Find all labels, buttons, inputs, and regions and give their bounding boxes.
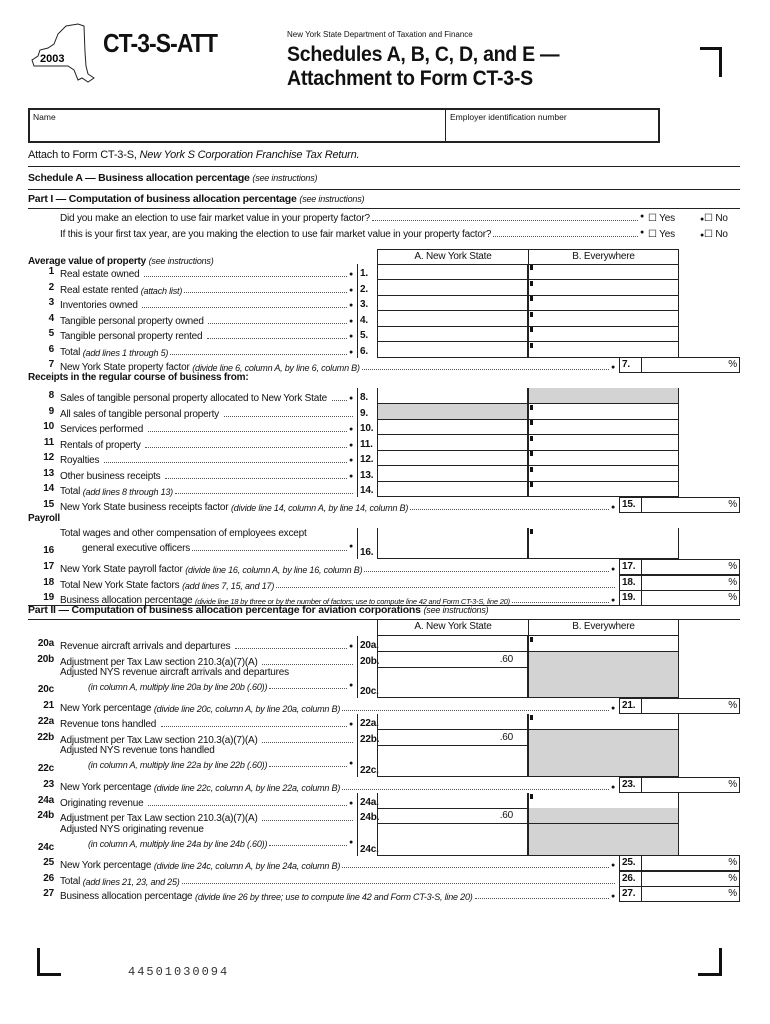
percent-sign: % — [728, 499, 737, 510]
line-label: Total — [60, 486, 81, 497]
column-b-field[interactable] — [528, 466, 679, 482]
corner-mark — [700, 47, 722, 77]
column-a-field[interactable] — [377, 419, 528, 435]
line-25: 25 New York percentage (divide line 24c, column A, by line 24a, column B) ● 25. % — [28, 855, 740, 871]
line-number: 6 — [48, 344, 54, 355]
line-label: New York State business receipts factor — [60, 502, 229, 513]
line-label: New York State property factor — [60, 362, 190, 373]
column-b-field[interactable] — [528, 295, 679, 311]
column-a-field[interactable] — [377, 311, 528, 327]
line-box-label: 20c. — [357, 667, 378, 698]
column-b-field[interactable] — [528, 435, 679, 451]
line-number: 20a — [37, 638, 54, 649]
line-box-label: 17. — [619, 559, 642, 575]
percent-sign: % — [728, 700, 737, 711]
line-number: 22c — [37, 763, 54, 774]
line-box-label: 10. — [357, 419, 378, 435]
percentage-field[interactable] — [642, 777, 740, 793]
line-note: (divide line 22c, column A, by line 22a, column B) — [153, 783, 341, 793]
entry-marker-icon — [530, 296, 533, 301]
line-label: Adjusted NYS revenue tons handled — [60, 745, 215, 756]
column-b-field[interactable] — [528, 311, 679, 327]
line-22c: 22c Adjusted NYS revenue tons handled (in column A, multiply line 22a by line 22b (.60)) ● 22c. — [28, 745, 740, 777]
column-a-field[interactable] — [377, 388, 528, 404]
first-year-election-yes[interactable]: ☐ Yes — [648, 229, 675, 240]
line-17: 17 New York State payroll factor (divide line 16, column A, by line 16, column B) ● 17. % — [28, 559, 740, 575]
line-26 — [28, 871, 740, 887]
department-name: New York State Department of Taxation and Finance — [287, 30, 473, 39]
preset-value: .60 — [499, 654, 513, 665]
line-note: (divide line 20c, column A, by line 20a, column B) — [153, 704, 341, 714]
column-a-field[interactable] — [377, 824, 528, 856]
line-12: 12 Royalties ● 12. — [28, 450, 740, 466]
line-18 — [28, 575, 740, 591]
entry-marker-icon — [530, 715, 533, 720]
column-a-field[interactable] — [377, 435, 528, 451]
line-label: Adjusted NYS revenue aircraft arrivals and departures — [60, 667, 289, 678]
entry-marker-icon — [530, 265, 533, 270]
line-label: New York percentage — [60, 703, 152, 714]
line-box-label: 22a. — [357, 714, 378, 730]
column-b-field[interactable] — [528, 528, 679, 559]
line-box-label: 3. — [357, 295, 378, 311]
line-20a: 20a Revenue aircraft arrivals and departures ● 20a. — [28, 636, 740, 652]
line-number: 22b — [37, 732, 54, 743]
column-a-field[interactable] — [377, 295, 528, 311]
line-24a: 24a Originating revenue ● 24a. — [28, 793, 740, 809]
line-number: 23 — [43, 779, 54, 790]
line-box-label: 20b. — [357, 652, 378, 668]
line-2: 2 Real estate rented (attach list) ● 2. — [28, 280, 740, 296]
line-box-label: 1. — [357, 264, 378, 280]
column-a-field — [377, 652, 528, 668]
column-a-field — [377, 404, 528, 420]
column-b-field[interactable] — [528, 342, 679, 358]
fmv-election-question: Did you make an election to use fair market value in your property factor? ● — [60, 213, 644, 224]
line-label: Real estate rented — [60, 285, 139, 296]
column-b-field[interactable] — [528, 326, 679, 342]
form-title-line2: Attachment to Form CT-3-S — [287, 67, 533, 90]
percentage-field[interactable] — [642, 871, 740, 887]
line-note: (divide line 16, column A, by line 16, column B) — [185, 565, 363, 575]
line-7: 7 New York State property factor (divide line 6, column A, by line 6, column B) ● 7. % — [28, 357, 740, 373]
section-heading-text: Average value of property — [28, 256, 147, 267]
line-box-label: 23. — [619, 777, 642, 793]
column-b-field[interactable] — [528, 419, 679, 435]
column-a-header: A. New York State — [377, 249, 529, 265]
line-number: 26 — [43, 873, 54, 884]
line-19: 19 Business allocation percentage (divide line 18 by three or by the number of factors; use to compute line 42 and Form CT-3-S, line 20) ● 19. % — [28, 590, 740, 606]
entry-marker-icon — [530, 529, 533, 534]
part2-title: Part II — Computation of business allocation percentage for aviation corporations (see instructions) — [28, 604, 489, 616]
line-label: Sales of tangible personal property allocated to New York State — [60, 393, 328, 404]
entry-marker-icon — [530, 794, 533, 799]
column-a-field[interactable] — [377, 528, 528, 559]
line-16: 16 Total wages and other compensation of employees except general executive officers ● 16. — [28, 528, 740, 559]
entry-marker-icon — [530, 637, 533, 642]
line-label: Adjusted NYS originating revenue — [60, 824, 204, 835]
form-id: CT-3-S-ATT — [103, 28, 218, 58]
line-box-label: 14. — [357, 481, 378, 497]
first-year-election-question: If this is your first tax year, are you making the election to use fair market value in your property factor? ● — [60, 229, 644, 240]
line-box-label: 4. — [357, 311, 378, 327]
line-label: New York percentage — [60, 860, 152, 871]
line-8: 8 Sales of tangible personal property allocated to New York State ● 8. — [28, 388, 740, 404]
line-number: 18 — [43, 577, 54, 588]
line-number: 9 — [48, 406, 54, 417]
percent-sign: % — [728, 857, 737, 868]
fmv-election-no[interactable]: ●☐ No — [700, 213, 728, 224]
percentage-field[interactable] — [642, 575, 740, 591]
line-5: 5 Tangible personal property rented ● 5. — [28, 326, 740, 342]
line-note: (divide line 14, column A, by line 14, column B) — [231, 503, 409, 513]
line-box-label: 11. — [357, 435, 378, 451]
column-a-field[interactable] — [377, 636, 528, 652]
form-title-line1: Schedules A, B, C, D, and E — — [287, 43, 560, 66]
line-note: (add lines 1 through 5) — [82, 348, 169, 358]
part1-title: Part I — Computation of business allocation percentage (see instructions) — [28, 193, 365, 205]
line-label: All sales of tangible personal property — [60, 409, 219, 420]
line-number: 16 — [43, 545, 54, 556]
percent-sign: % — [728, 561, 737, 572]
line-label: Business allocation percentage — [60, 595, 193, 606]
line-number: 4 — [48, 313, 54, 324]
percent-sign: % — [728, 779, 737, 790]
line-number: 2 — [48, 282, 54, 293]
percent-sign: % — [728, 888, 737, 899]
line-3: 3 Inventories owned ● 3. — [28, 295, 740, 311]
line-number: 5 — [48, 328, 54, 339]
column-b-field[interactable] — [528, 280, 679, 296]
line-label: Revenue tons handled — [60, 719, 157, 730]
column-a-field[interactable] — [377, 466, 528, 482]
line-label: Adjustment per Tax Law section 210.3(a)(7)(A) — [60, 735, 258, 746]
line-label: New York State payroll factor — [60, 564, 183, 575]
line-6: 6 Total (add lines 1 through 5) ● 6. — [28, 342, 740, 358]
column-b-field[interactable] — [528, 264, 679, 280]
line-20b — [28, 652, 740, 668]
column-a-field[interactable] — [377, 264, 528, 280]
line-23: 23 New York percentage (divide line 22c, column A, by line 22a, column B) ● 23. % — [28, 777, 740, 793]
percent-sign: % — [728, 873, 737, 884]
line-box-label: 9. — [357, 404, 378, 420]
line-box-label: 24a. — [357, 793, 378, 809]
line-number: 15 — [43, 499, 54, 510]
line-label: Tangible personal property owned — [60, 316, 204, 327]
percent-sign: % — [728, 359, 737, 370]
column-a-field[interactable] — [377, 793, 528, 809]
line-20c: 20c Adjusted NYS revenue aircraft arrivals and departures (in column A, multiply line 20a by line 20b (.60)) ● 20c. — [28, 667, 740, 698]
percent-sign: % — [728, 577, 737, 588]
line-number: 10 — [43, 421, 54, 432]
line-number: 1 — [48, 266, 54, 277]
entry-marker-icon — [530, 482, 533, 487]
corner-mark — [37, 948, 61, 976]
section-heading-text: Payroll — [28, 513, 60, 524]
column-a-field[interactable] — [377, 714, 528, 730]
line-24c: 24c Adjusted NYS originating revenue (in column A, multiply line 24a by line 24b (.60)) ● 24c. — [28, 824, 740, 856]
line-21: 21 New York percentage (divide line 20c, column A, by line 20a, column B) ● 21. % — [28, 698, 740, 714]
percentage-field[interactable] — [642, 590, 740, 606]
line-label: Adjustment per Tax Law section 210.3(a)(7)(A) — [60, 657, 258, 668]
column-a-field[interactable] — [377, 342, 528, 358]
percentage-field[interactable] — [642, 559, 740, 575]
line-label: Adjustment per Tax Law section 210.3(a)(7)(A) — [60, 813, 258, 824]
line-number: 20b — [37, 654, 54, 665]
section-heading-note: (see instructions) — [148, 256, 214, 266]
line-24b — [28, 808, 740, 824]
line-number: 11 — [43, 437, 54, 448]
line-number: 14 — [43, 483, 54, 494]
attach-note: Attach to Form CT-3-S, New York S Corporation Franchise Tax Return. — [28, 149, 360, 161]
percentage-field[interactable] — [642, 497, 740, 513]
line-number: 19 — [43, 592, 54, 603]
line-22a: 22a Revenue tons handled ● 22a. — [28, 714, 740, 730]
column-b-field — [528, 388, 679, 404]
line-label: Royalties — [60, 455, 100, 466]
column-b-field[interactable] — [528, 793, 679, 809]
column-b-field — [528, 730, 679, 746]
column-b-field — [528, 652, 679, 668]
line-label: Real estate owned — [60, 269, 140, 280]
line-label: Total wages and other compensation of employees except — [60, 528, 307, 539]
line-box-label: 5. — [357, 326, 378, 342]
line-box-label: 12. — [357, 450, 378, 466]
preset-value: .60 — [499, 732, 513, 743]
line-14 — [28, 481, 740, 497]
line-number: 8 — [48, 390, 54, 401]
column-b-field[interactable] — [528, 450, 679, 466]
column-b-field — [528, 808, 679, 824]
line-22b — [28, 730, 740, 746]
line-label: Total — [60, 347, 81, 358]
line-15: 15 New York State business receipts factor (divide line 14, column A, by line 14, column B) ● 15. % — [28, 497, 740, 513]
line-number: 27 — [43, 888, 54, 899]
column-b-header: B. Everywhere — [528, 620, 679, 636]
column-b-field — [528, 667, 679, 698]
line-note: (divide line 18 by three or by the number of factors; use to compute line 42 and Form CT-3-S, line 20) — [195, 597, 510, 606]
percentage-field[interactable] — [642, 855, 740, 871]
section-heading — [28, 513, 740, 529]
new-york-state-map-icon — [28, 22, 100, 88]
line-box-label: 22c. — [357, 745, 378, 777]
line-note: (add lines 21, 23, and 25) — [82, 877, 180, 887]
line-number: 21 — [43, 700, 54, 711]
column-a-field — [377, 808, 528, 824]
percent-sign: % — [728, 592, 737, 603]
entry-marker-icon — [530, 451, 533, 456]
line-number: 24a — [37, 795, 54, 806]
line-note: (divide line 6, column A, by line 6, column B) — [192, 363, 360, 373]
column-b-field — [528, 745, 679, 777]
line-box-label: 26. — [619, 871, 642, 887]
line-box-label: 8. — [357, 388, 378, 404]
line-number: 13 — [43, 468, 54, 479]
line-box-label: 18. — [619, 575, 642, 591]
line-4: 4 Tangible personal property owned ● 4. — [28, 311, 740, 327]
line-10: 10 Services performed ● 10. — [28, 419, 740, 435]
line-box-label: 22b. — [357, 730, 378, 746]
line-label: Services performed — [60, 424, 144, 435]
identification-box — [28, 108, 660, 143]
line-number: 22a — [37, 716, 54, 727]
column-a-field[interactable] — [377, 667, 528, 698]
ein-field[interactable]: Employer identification number — [445, 110, 571, 141]
column-a-field — [377, 730, 528, 746]
preset-value: .60 — [499, 810, 513, 821]
line-note: (add lines 8 through 13) — [82, 487, 173, 497]
column-a-field[interactable] — [377, 745, 528, 777]
entry-marker-icon — [530, 467, 533, 472]
line-label: Originating revenue — [60, 798, 144, 809]
line-label: Other business receipts — [60, 471, 161, 482]
line-label: New York percentage — [60, 782, 152, 793]
line-box-label: 19. — [619, 590, 642, 606]
line-label: Revenue aircraft arrivals and departures — [60, 641, 231, 652]
name-field[interactable]: Name — [33, 112, 56, 122]
entry-marker-icon — [530, 327, 533, 332]
line-note: (divide line 26 by three; use to compute line 42 and Form CT-3-S, line 20) — [195, 892, 473, 902]
line-label: Business allocation percentage — [60, 891, 193, 902]
section-heading — [28, 372, 740, 388]
entry-marker-icon — [530, 343, 533, 348]
line-number: 3 — [48, 297, 54, 308]
line-label: Total New York State factors — [60, 580, 180, 591]
entry-marker-icon — [530, 281, 533, 286]
line-number: 17 — [43, 561, 54, 572]
form-barcode-number: 44501030094 — [128, 965, 230, 979]
entry-marker-icon — [530, 436, 533, 441]
line-note: (divide line 24c, column A, by line 24a, column B) — [153, 861, 341, 871]
corner-mark — [698, 948, 722, 976]
section-heading-text: Receipts in the regular course of business from: — [28, 372, 249, 383]
line-label: Total — [60, 876, 81, 887]
line-label: Tangible personal property rented — [60, 331, 203, 342]
column-a-field[interactable] — [377, 326, 528, 342]
line-box-label: 13. — [357, 466, 378, 482]
line-label: Rentals of property — [60, 440, 141, 451]
column-b-field — [528, 824, 679, 856]
line-box-label: 24c. — [357, 824, 378, 856]
column-a-header: A. New York State — [377, 620, 529, 636]
line-9 — [28, 404, 740, 420]
line-1: 1 Real estate owned ● 1. — [28, 264, 740, 280]
column-a-field[interactable] — [377, 450, 528, 466]
line-box-label: 25. — [619, 855, 642, 871]
line-11: 11 Rentals of property ● 11. — [28, 435, 740, 451]
percentage-field[interactable] — [642, 886, 740, 902]
entry-marker-icon — [530, 312, 533, 317]
line-number: 24c — [37, 842, 54, 853]
line-box-label: 7. — [619, 357, 642, 373]
schedule-a-title: Schedule A — Business allocation percentage (see instructions) — [28, 172, 318, 184]
line-label: Inventories owned — [60, 300, 138, 311]
entry-marker-icon — [530, 420, 533, 425]
line-number: 7 — [48, 359, 54, 370]
column-b-field[interactable] — [528, 481, 679, 497]
line-box-label: 21. — [619, 698, 642, 714]
line-box-label: 15. — [619, 497, 642, 513]
fmv-election-yes[interactable]: ☐ Yes — [648, 213, 675, 224]
line-note: (add lines 7, 15, and 17) — [182, 581, 275, 591]
line-note: (attach list) — [140, 286, 183, 296]
part2-column-headers — [28, 620, 740, 636]
line-box-label: 24b. — [357, 808, 378, 824]
percentage-field[interactable] — [642, 357, 740, 373]
line-box-label: 20a. — [357, 636, 378, 652]
line-box-label: 2. — [357, 280, 378, 296]
line-number: 12 — [43, 452, 54, 463]
line-27: 27 Business allocation percentage (divide line 26 by three; use to compute line 42 and Form CT-3-S, line 20) ● 27. % — [28, 886, 740, 902]
column-a-field[interactable] — [377, 280, 528, 296]
line-box-label: 6. — [357, 342, 378, 358]
line-number: 25 — [43, 857, 54, 868]
tax-year: 2003 — [40, 53, 65, 65]
line-box-label: 16. — [357, 528, 378, 559]
first-year-election-no[interactable]: ●☐ No — [700, 229, 728, 240]
line-box-label: 27. — [619, 886, 642, 902]
line-number: 24b — [37, 810, 54, 821]
column-b-field[interactable] — [528, 636, 679, 652]
entry-marker-icon — [530, 405, 533, 410]
line-number: 20c — [37, 684, 54, 695]
line-13: 13 Other business receipts ● 13. — [28, 466, 740, 482]
column-b-header: B. Everywhere — [528, 249, 679, 265]
column-b-field[interactable] — [528, 714, 679, 730]
column-b-field[interactable] — [528, 404, 679, 420]
column-a-field[interactable] — [377, 481, 528, 497]
percentage-field[interactable] — [642, 698, 740, 714]
